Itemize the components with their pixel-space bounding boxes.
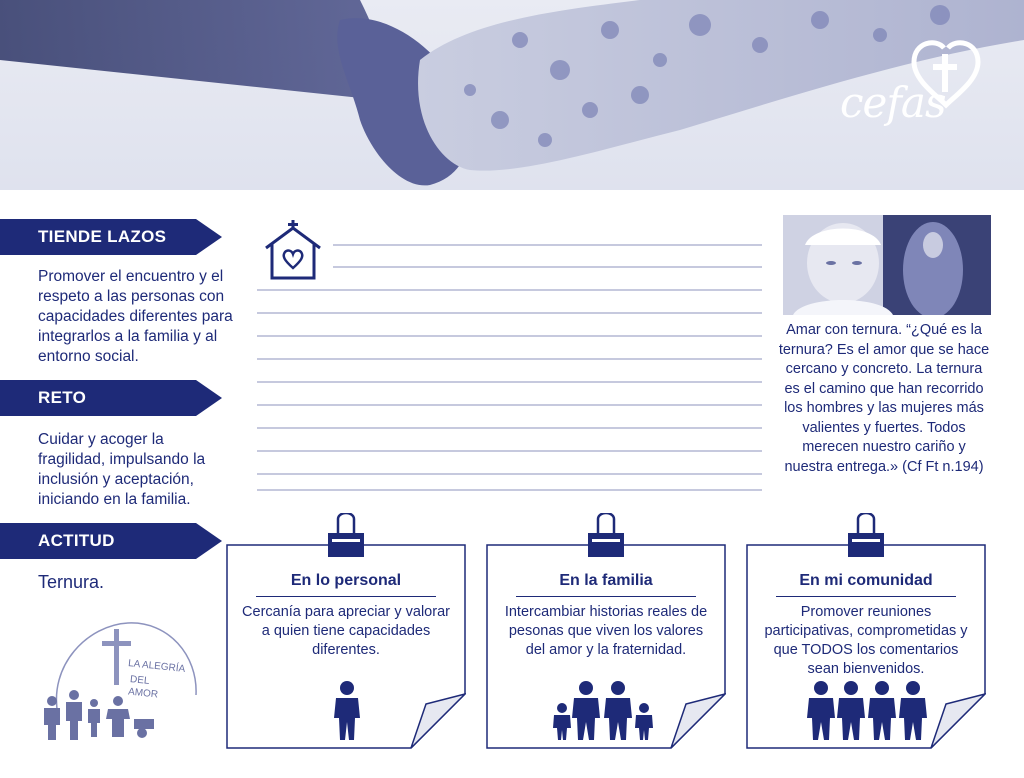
tiende-lazos-text: Promover el encuentro y el respeto a las personas con capacidades diferentes para integrarlos a la familia y al entorno social. xyxy=(38,268,233,365)
alegria-del-amor-logo xyxy=(38,615,203,745)
community-icon xyxy=(805,680,929,740)
tab-tiende-lazos xyxy=(0,219,222,255)
pope-virgin-photo xyxy=(783,215,991,315)
binder-clip-icon xyxy=(326,513,366,559)
pope-quote: Amar con ternura. “¿Qué es la ternura? Es el amor que se hace cercano y concreto. La ternura es el camino que han recorrido los hombres y las mujeres más valientes y fuertes. Todos merecen nuestro cariño y nuestra entrega.» (Cf Ft n.194) xyxy=(778,322,990,475)
tab-reto xyxy=(0,380,222,416)
tab-actitud xyxy=(0,523,222,559)
card-title: En lo personal xyxy=(290,572,402,589)
logo-line-3: AMOR xyxy=(127,686,159,701)
binder-clip-icon xyxy=(586,513,626,559)
card-divider xyxy=(256,596,436,597)
card-title: En la familia xyxy=(559,572,653,589)
family-icon xyxy=(548,680,658,740)
reto-text: Cuidar y acoger la fragilidad, impulsando la inclusión y aceptación, iniciando en la familia. xyxy=(38,431,206,508)
logo-line-2: DEL xyxy=(129,674,150,687)
card-text: Intercambiar historias reales de pesonas que viven los valores del amor y la fraternidad. xyxy=(504,604,708,658)
brand-logo-text: cefas xyxy=(840,78,946,127)
binder-clip-icon xyxy=(846,513,886,559)
actitud-text: Ternura. xyxy=(38,572,105,592)
card-text: Cercanía para apreciar y valorar a quien tiene capacidades diferentes. xyxy=(242,604,450,658)
house-heart-icon xyxy=(262,220,324,282)
tiende-lazos-heading: TIENDE LAZOS xyxy=(38,227,167,246)
card-divider xyxy=(776,596,956,597)
reto-heading: RETO xyxy=(38,388,87,407)
logo-line-1: LA ALEGRÍA xyxy=(127,658,186,675)
person-icon xyxy=(330,680,364,740)
card-divider xyxy=(516,596,696,597)
card-title: En mi comunidad xyxy=(799,572,933,589)
actitud-heading: ACTITUD xyxy=(38,531,115,550)
card-text: Promover reuniones participativas, comprometidas y que TODOS los comentarios sean bienvenidos. xyxy=(764,604,968,677)
